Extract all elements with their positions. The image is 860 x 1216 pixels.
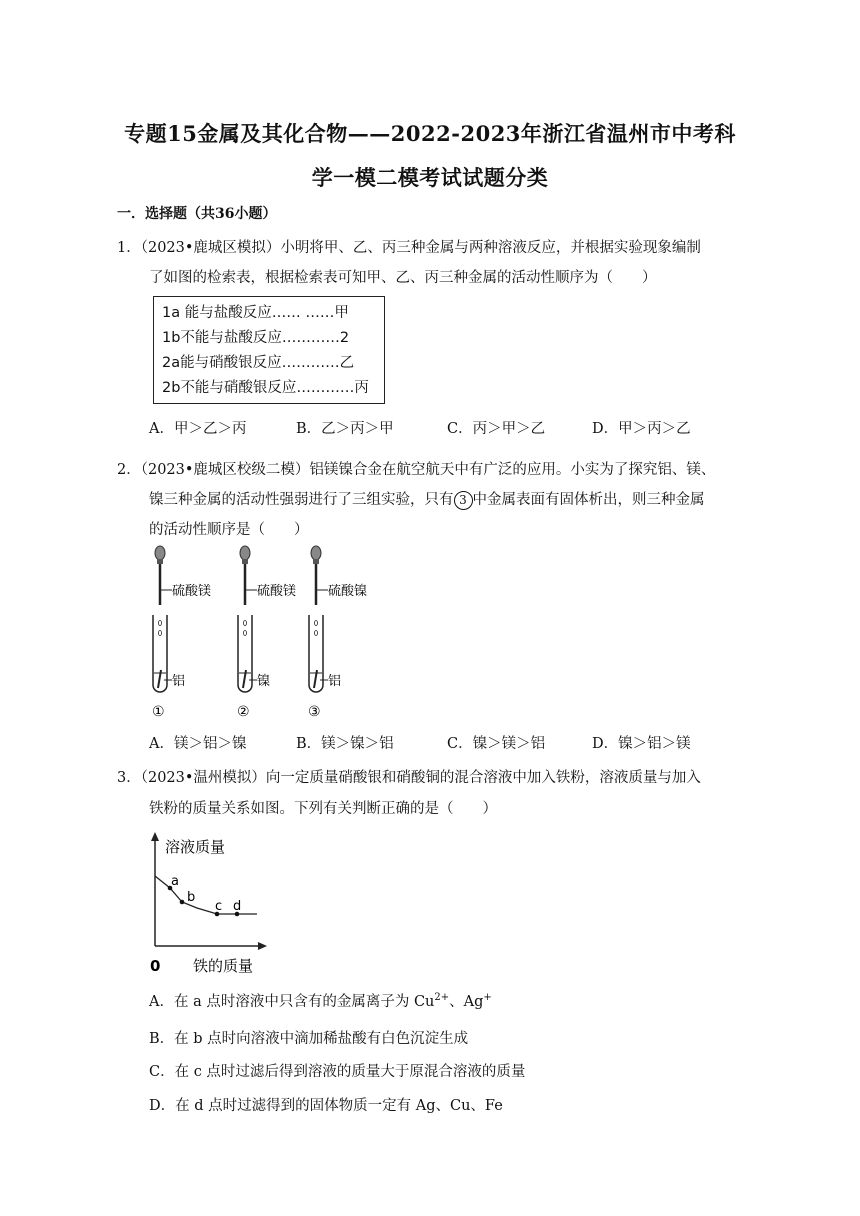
dropper-bulb-icon (155, 546, 165, 560)
q1-option-a[interactable]: A．甲＞乙＞丙 (149, 421, 247, 437)
experiment-set-2 (237, 546, 296, 720)
y-axis-arrow-icon (151, 832, 159, 841)
q1-stem-line-1: 1．（2023•鹿城区模拟）小明将甲、乙、丙三种金属与两种溶液反应，并根据实验现象编制 (117, 240, 701, 256)
solution-mass-graph (145, 830, 285, 980)
charge-superscript: + (483, 992, 492, 1004)
q3-option-a-text: A．在 a 点时溶液中只含有的金属离子为 Cu (149, 994, 435, 1010)
q1-option-d[interactable]: D．甲＞丙＞乙 (592, 421, 691, 437)
metal-label: 铝 (328, 674, 342, 689)
dropper-bulb-icon (311, 546, 321, 560)
dropper-label: 硫酸镍 (328, 584, 368, 599)
q2-option-a[interactable]: A．镁＞铝＞镍 (149, 736, 247, 752)
dropper-collar-icon (157, 559, 163, 564)
q1-key-row: 2b不能与硝酸银反应…………丙 (162, 380, 369, 396)
x-axis-label: 铁的质量 (193, 957, 254, 975)
test-tube-apparatus (150, 545, 390, 720)
q3-option-a[interactable] (149, 990, 492, 1011)
q2-stem-line-1: 2．（2023•鹿城区校级二模）铝镁镍合金在航空航天中有广泛的应用。小实为了探究铝、镁、 (117, 462, 716, 478)
q2-option-b[interactable]: B．镁＞镍＞铝 (296, 736, 394, 752)
document-title-line-2: 学一模二模考试试题分类 (311, 165, 549, 190)
dropper-bulb-icon (240, 546, 250, 560)
q1-option-c[interactable]: C．丙＞甲＞乙 (447, 421, 546, 437)
q3-option-b[interactable]: B．在 b 点时向溶液中滴加稀盐酸有白色沉淀生成 (149, 1031, 469, 1047)
q2-option-c[interactable]: C．镍＞镁＞铝 (447, 736, 546, 752)
experiment-set-3 (308, 546, 367, 720)
q1-stem-line-2: 了如图的检索表，根据检索表可知甲、乙、丙三种金属的活动性顺序为（ ） (149, 270, 657, 286)
point-c-label: c (215, 899, 223, 914)
dropper-label: 硫酸镁 (172, 584, 212, 599)
x-axis-arrow-icon (258, 942, 267, 950)
point-b-marker (180, 900, 185, 905)
dropper-label: 硫酸镁 (257, 584, 297, 599)
q3-option-c[interactable]: C．在 c 点时过滤后得到溶液的质量大于原混合溶液的质量 (149, 1064, 526, 1080)
point-a-label: a (171, 874, 179, 889)
q3-stem-line-1: 3．（2023•温州模拟）向一定质量硝酸银和硝酸铜的混合溶液中加入铁粉，溶液质量与加入 (117, 770, 701, 786)
q3-option-a-text: 、Ag (449, 994, 484, 1010)
circled-number: 3 (454, 491, 473, 510)
q2-stem-line-2 (149, 488, 705, 510)
q2-stem-line-3: 的活动性顺序是（ ） (149, 522, 309, 538)
q1-key-row: 1b不能与盐酸反应…………2 (162, 330, 350, 346)
charge-superscript: 2+ (434, 992, 450, 1004)
y-axis-label: 溶液质量 (165, 838, 226, 856)
q1-key-row: 1a 能与盐酸反应…… ……甲 (162, 305, 349, 321)
point-d-label: d (233, 899, 242, 914)
tube-number: ① (152, 704, 165, 720)
point-b-label: b (187, 890, 196, 905)
q3-option-d[interactable]: D．在 d 点时过滤得到的固体物质一定有 Ag、Cu、Fe (149, 1098, 503, 1114)
dropper-collar-icon (313, 559, 319, 564)
metal-label: 铝 (172, 674, 186, 689)
experiment-set-1 (152, 546, 211, 720)
q2-stem-text: 中金属表面有固体析出，则三种金属 (472, 492, 705, 508)
section-heading: 一．选择题（共36小题） (117, 206, 277, 222)
metal-label: 镍 (257, 674, 271, 689)
tube-number: ② (237, 704, 250, 720)
q3-stem-line-2: 铁粉的质量关系如图。下列有关判断正确的是（ ） (149, 801, 497, 817)
q1-key-table (153, 296, 385, 404)
q2-stem-text: 镍三种金属的活动性强弱进行了三组实验，只有 (149, 492, 454, 508)
q1-key-row: 2a能与硝酸银反应…………乙 (162, 355, 355, 371)
q2-option-d[interactable]: D．镍＞铝＞镁 (592, 736, 691, 752)
tube-number: ③ (308, 704, 321, 720)
document-title-line-1: 专题15金属及其化合物——2022-2023年浙江省温州市中考科 (124, 121, 736, 146)
origin-label: 0 (150, 957, 161, 975)
dropper-collar-icon (242, 559, 248, 564)
q1-option-b[interactable]: B．乙＞丙＞甲 (296, 421, 394, 437)
